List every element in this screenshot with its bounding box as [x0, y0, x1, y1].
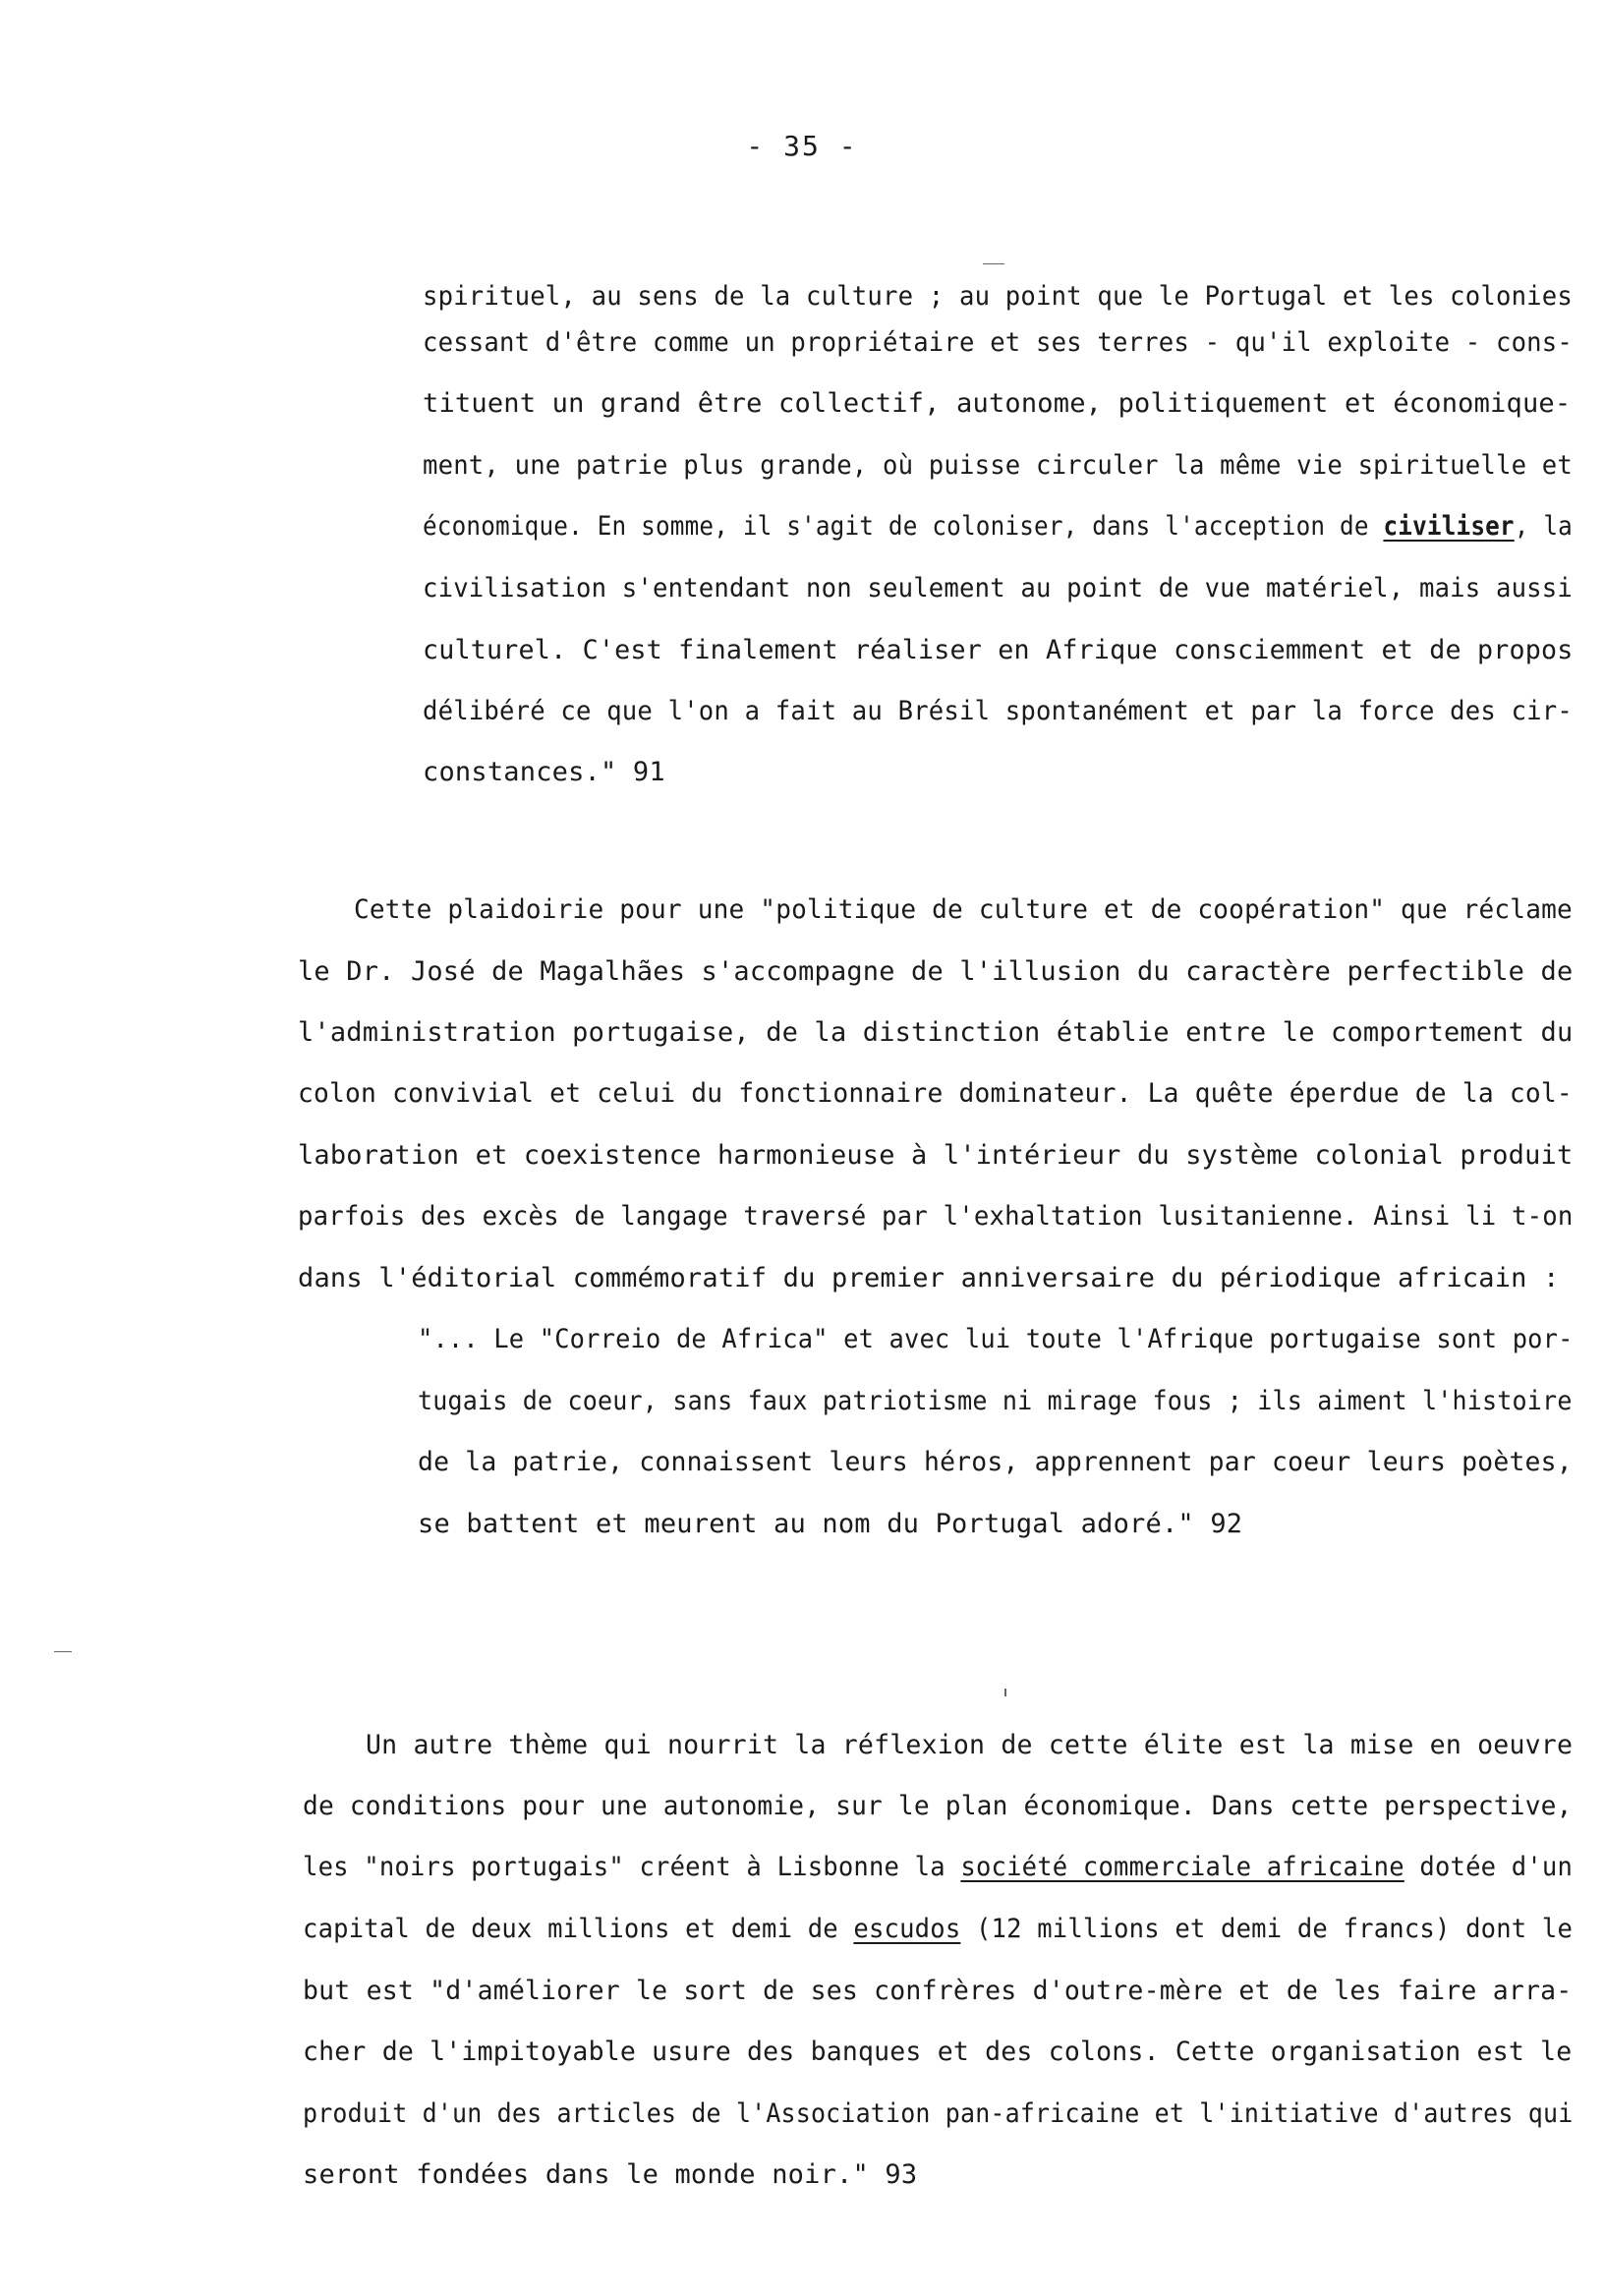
quote1-line: tituent un grand être collectif, autonome, politiquement et économique- [423, 388, 1572, 419]
paragraph2-line: but est "d'améliorer le sort de ses confrères d'outre-mère et de les faire arra- [303, 1976, 1573, 2006]
quote1-line-text: économique. En somme, il s'agit de coloniser, dans l'acception de [423, 511, 1384, 542]
paragraph2-line: de conditions pour une autonomie, sur le plan économique. Dans cette perspective, [303, 1791, 1573, 1821]
quote1-line [423, 511, 1573, 542]
quote2-line: tugais de coeur, sans faux patriotisme ni mirage fous ; ils aiment l'histoire [418, 1386, 1573, 1416]
paragraph2-line [303, 1914, 1573, 1944]
paragraph1-line: le Dr. José de Magalhães s'accompagne de l'illusion du caractère perfectible de [298, 956, 1574, 987]
paragraph2-text: les "noirs portugais" créent à Lisbonne la [303, 1852, 961, 1882]
quote1-line: civilisation s'entendant non seulement au point de vue matériel, mais aussi [423, 573, 1573, 603]
quote1-line: culturel. C'est finalement réaliser en Afrique consciemment et de propos [423, 635, 1574, 665]
paragraph2-line: produit d'un des articles de l'Association pan-africaine et l'initiative d'autres qui [303, 2098, 1574, 2129]
paragraph1-line: Cette plaidoirie pour une "politique de culture et de coopération" que réclame [354, 894, 1573, 925]
paragraph2-text: (12 millions et demi de francs) dont le [960, 1914, 1574, 1944]
paragraph2-text: dotée d'un [1404, 1852, 1574, 1882]
quote1-line: ment, une patrie plus grande, où puisse circuler la même vie spirituelle et [423, 450, 1573, 481]
paragraph1-line: l'administration portugaise, de la distinction établie entre le comportement du [298, 1017, 1574, 1048]
paragraph1-line: parfois des excès de langage traversé par l'exhaltation lusitanienne. Ainsi li t-on [298, 1201, 1574, 1232]
paragraph2-text: capital de deux millions et demi de [303, 1914, 854, 1944]
paragraph2-line: seront fondées dans le monde noir." 93 [303, 2159, 918, 2190]
paragraph2-line [303, 1852, 1573, 1882]
quote1-line-tail: , la [1514, 511, 1573, 542]
quote2-line: "... Le "Correio de Africa" et avec lui toute l'Afrique portugaise sont por- [418, 1324, 1574, 1354]
quote1-line: cessant d'être comme un propriétaire et ses terres - qu'il exploite - cons- [423, 327, 1573, 358]
quote1-line: délibéré ce que l'on a fait au Brésil spontanément et par la force des cir- [423, 696, 1573, 726]
underlined-escudos: escudos [853, 1914, 961, 1944]
paragraph2-line: cher de l'impitoyable usure des banques et des colons. Cette organisation est le [303, 2037, 1573, 2067]
scan-speck [54, 1651, 72, 1652]
paragraph2-line: Un autre thème qui nourrit la réflexion de cette élite est la mise en oeuvre [366, 1730, 1574, 1760]
quote1-line: constances." 91 [423, 757, 665, 787]
quote2-line: de la patrie, connaissent leurs héros, apprennent par coeur leurs poètes, [418, 1447, 1573, 1477]
quote2-line: se battent et meurent au nom du Portugal adoré." 92 [418, 1509, 1243, 1539]
page-number: - 35 - [746, 130, 858, 162]
quote1-line: spirituel, au sens de la culture ; au point que le Portugal et les colonies [423, 281, 1573, 312]
paragraph1-line: dans l'éditorial commémoratif du premier anniversaire du périodique africain : [298, 1263, 1560, 1293]
scan-speck [1004, 1689, 1006, 1696]
underlined-societe-commerciale: société commerciale africaine [960, 1852, 1404, 1882]
emphasis-civiliser: civiliser [1383, 511, 1515, 542]
scan-speck [983, 263, 1004, 264]
paragraph1-line: laboration et coexistence harmonieuse à l'intérieur du système colonial produit [298, 1140, 1574, 1171]
paragraph1-line: colon convivial et celui du fonctionnaire dominateur. La quête éperdue de la col- [298, 1078, 1573, 1109]
